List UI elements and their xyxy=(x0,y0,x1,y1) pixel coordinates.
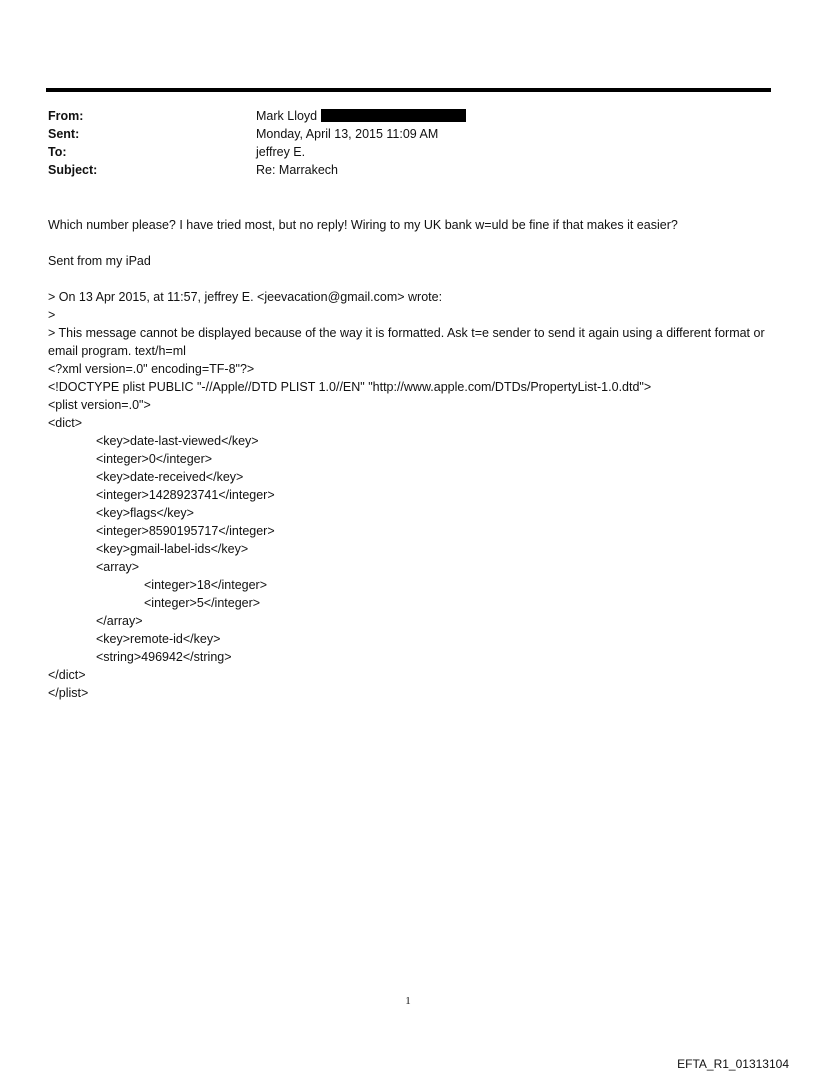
xml-line: <plist version=.0"> xyxy=(48,398,151,412)
email-header xyxy=(48,107,466,179)
xml-line: </plist> xyxy=(48,686,89,700)
xml-line: <?xml version=.0" encoding=TF-8"?> xyxy=(48,362,255,376)
xml-line: <integer>8590195717</integer> xyxy=(96,524,275,538)
quote-text: > This message cannot be displayed because of the way it is formatted. Ask t=e sender to send it again using a different format or email program. text/h=ml xyxy=(48,326,765,358)
subject-label: Subject: xyxy=(48,163,98,177)
message-text: Which number please? I have tried most, but no reply! Wiring to my UK bank w=uld be fine if that makes it easier? xyxy=(48,218,678,232)
xml-line: </dict> xyxy=(48,668,86,682)
xml-line: <key>remote-id</key> xyxy=(96,632,221,646)
xml-line: <key>flags</key> xyxy=(96,506,194,520)
xml-line: <key>date-last-viewed</key> xyxy=(96,434,259,448)
from-row xyxy=(48,107,466,125)
sent-value: Monday, April 13, 2015 11:09 AM xyxy=(256,127,439,141)
xml-line: <!DOCTYPE plist PUBLIC "-//Apple//DTD PLIST 1.0//EN" "http://www.apple.com/DTDs/PropertyList-1.0.dtd"> xyxy=(48,380,652,394)
from-name: Mark Lloyd xyxy=(256,109,318,123)
xml-line: <array> xyxy=(96,560,140,574)
sent-row xyxy=(48,125,466,143)
xml-line: <dict> xyxy=(48,416,83,430)
from-label: From: xyxy=(48,109,84,123)
xml-line: <integer>5</integer> xyxy=(144,596,261,610)
subject-row xyxy=(48,161,466,179)
subject-value: Re: Marrakech xyxy=(256,163,338,177)
xml-line: <integer>1428923741</integer> xyxy=(96,488,275,502)
bates-number: EFTA_R1_01313104 xyxy=(677,1057,789,1071)
page-number: 1 xyxy=(405,995,411,1007)
xml-line: <integer>18</integer> xyxy=(144,578,268,592)
quote-marker: > xyxy=(48,308,56,322)
email-body xyxy=(48,216,773,702)
xml-line: <string>496942</string> xyxy=(96,650,232,664)
xml-line: </array> xyxy=(96,614,143,628)
header-rule xyxy=(46,88,771,92)
xml-line: <key>date-received</key> xyxy=(96,470,244,484)
redaction-box xyxy=(321,109,466,122)
to-label: To: xyxy=(48,145,67,159)
quote-attribution: > On 13 Apr 2015, at 11:57, jeffrey E. <jeevacation@gmail.com> wrote: xyxy=(48,290,443,304)
to-value: jeffrey E. xyxy=(256,145,306,159)
signature: Sent from my iPad xyxy=(48,254,151,268)
from-value xyxy=(256,107,466,125)
xml-line: <integer>0</integer> xyxy=(96,452,213,466)
xml-line: <key>gmail-label-ids</key> xyxy=(96,542,249,556)
to-row xyxy=(48,143,466,161)
sent-label: Sent: xyxy=(48,127,80,141)
